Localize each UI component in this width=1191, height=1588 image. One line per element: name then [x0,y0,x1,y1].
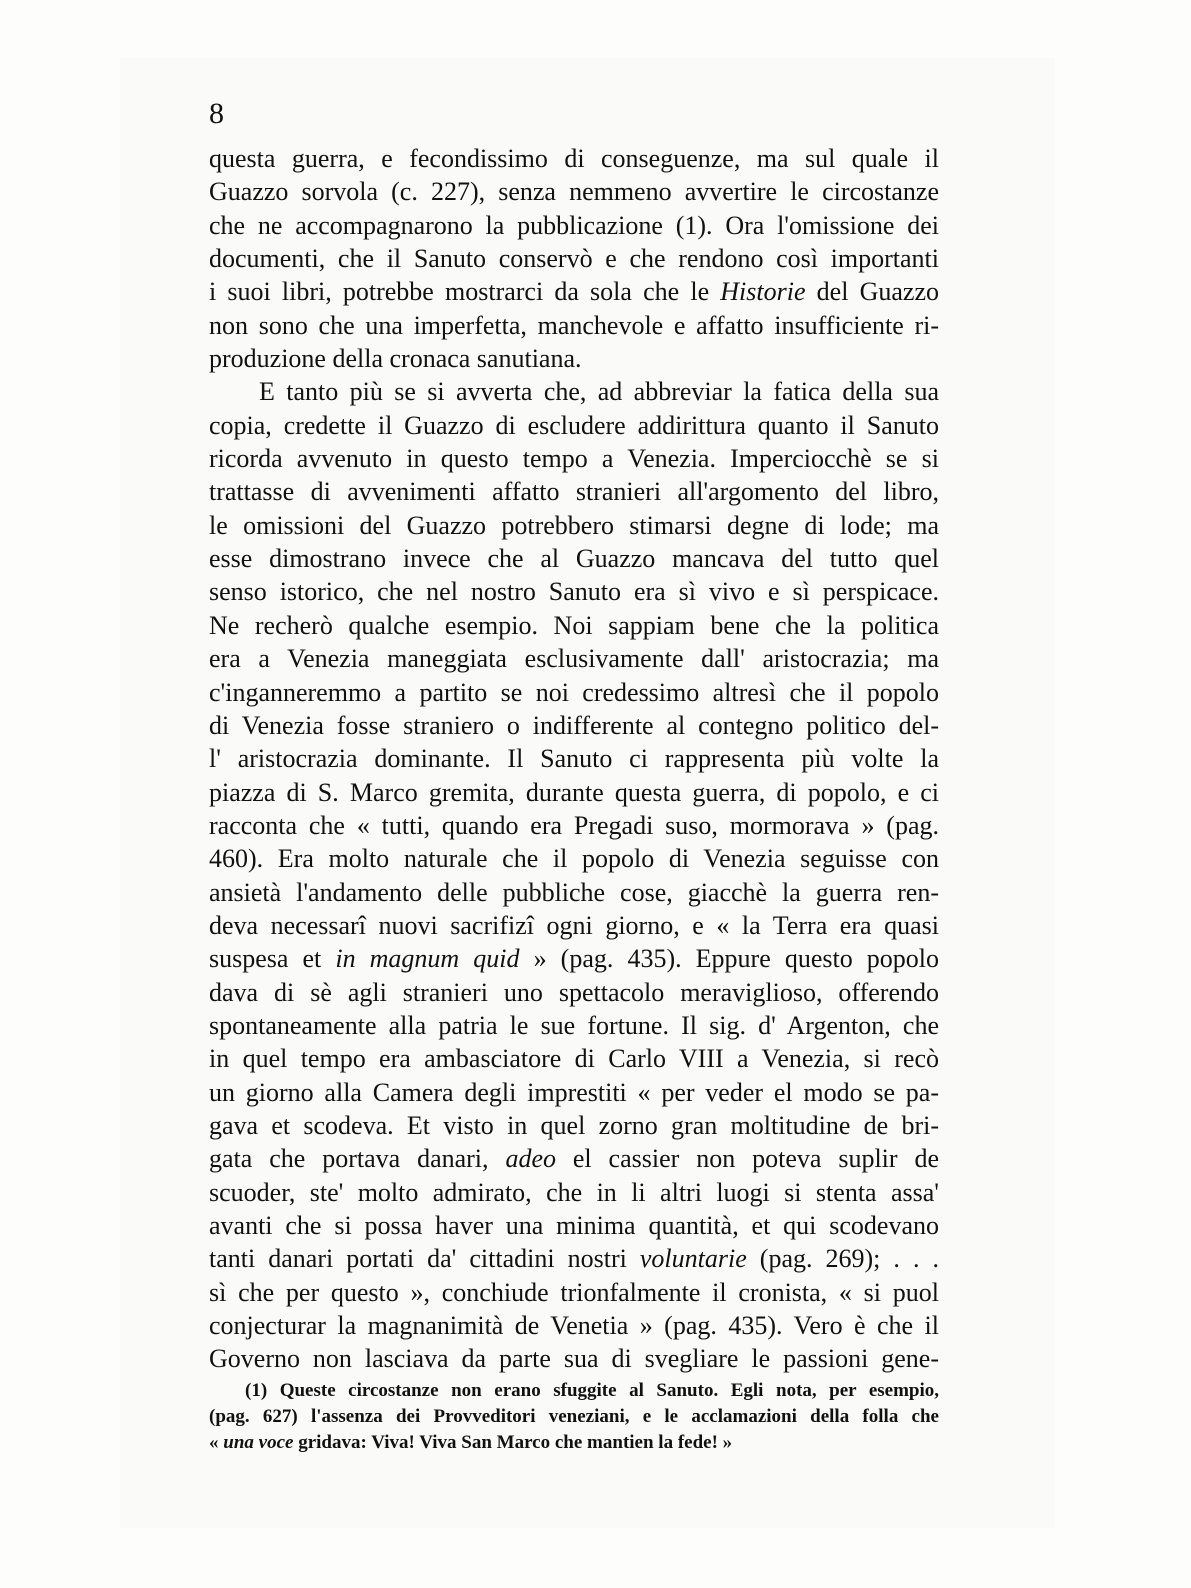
footnotes [209,1378,939,1456]
text-line: un giorno alla Camera degli imprestiti « per veder el modo se pa- [209,1077,939,1107]
text-segment: tanti danari portati da' cittadini nostri [209,1244,640,1274]
text-line: che ne accompagnarono la pubblicazione (1). Ora l'omissione dei [209,210,939,240]
text-line: Ne recherò qualche esempio. Noi sappiam bene che la politica [209,610,939,640]
text-line: dava di sè agli stranieri uno spettacolo meraviglioso, offerendo [209,977,939,1007]
text-line: scuoder, ste' molto admirato, che in li altri luogi si stenta assa' [209,1177,939,1207]
text-line: racconta che « tutti, quando era Pregadi suso, mormorava » (pag. [209,810,939,840]
text-line [209,1242,939,1275]
text-line: documenti, che il Sanuto conservò e che rendono così importanti [209,244,939,274]
text-line: di Venezia fosse straniero o indifferente al contegno politico del- [209,710,939,740]
italic-segment: voluntarie [639,1244,747,1274]
page-number: 8 [209,97,224,130]
text-line: non sono che una imperfetta, manchevole e affatto insufficiente ri- [209,310,939,340]
text-segment: (pag. 269); . . . [746,1244,939,1274]
text-line: Governo non lasciava da parte sua di svegliare le passioni gene- [209,1344,939,1374]
text-line [209,1142,939,1175]
text-segment: » (pag. 435). Eppure questo popolo [519,944,940,974]
footnote-line: (pag. 627) l'assenza dei Provveditori veneziani, e le acclamazioni della folla che [209,1406,939,1427]
text-line: le omissioni del Guazzo potrebbero stimarsi degne di lode; ma [209,510,939,540]
text-line: era a Venezia maneggiata esclusivamente dall' aristocrazia; ma [209,644,939,674]
text-segment: « [209,1432,224,1453]
text-segment: gridava: Viva! Viva San Marco che mantien la fede! » [293,1432,733,1453]
text-line: avanti che si possa haver una minima quantità, et qui scodevano [209,1211,939,1240]
text-line: produzione della cronaca sanutiana. [209,344,582,374]
text-line: sì che per questo », conchiude trionfalmente il cronista, « si puol [209,1277,939,1307]
text-line: questa guerra, e fecondissimo di conseguenze, ma sul quale il [209,144,939,173]
italic-segment: una voce [223,1432,294,1453]
text-line: in quel tempo era ambasciatore di Carlo VIII a Venezia, si recò [209,1044,939,1074]
text-segment: gata che portava danari, [209,1144,506,1174]
text-line: 460). Era molto naturale che il popolo di Venezia seguisse con [209,844,939,874]
text-segment: el cassier non poteva suplir de [555,1144,939,1174]
text-line: senso istorico, che nel nostro Sanuto era sì vivo e sì perspicace. [209,577,939,607]
footnote-line [209,1430,939,1456]
text-line: trattasse di avvenimenti affatto stranieri all'argomento del libro, [209,477,939,507]
text-line [209,942,939,975]
text-line: Guazzo sorvola (c. 227), senza nemmeno avvertire le circostanze [209,177,939,207]
text-segment: i suoi libri, potrebbe mostrarci da sola che le [209,277,721,307]
text-line: deva necessarî nuovi sacrifizî ogni giorno, e « la Terra era quasi [209,910,939,940]
text-line: ricorda avvenuto in questo tempo a Venezia. Imperciocchè se si [209,444,939,474]
text-line: ansietà l'andamento delle pubbliche cose, giacchè la guerra ren- [209,877,939,907]
text-line: gava et scodeva. Et visto in quel zorno gran moltitudine de bri- [209,1110,939,1140]
text-line: spontaneamente alla patria le sue fortune. Il sig. d' Argenton, che [209,1010,939,1040]
text-line: copia, credette il Guazzo di escludere addirittura quanto il Sanuto [209,410,939,440]
text-line: l' aristocrazia dominante. Il Sanuto ci rappresenta più volte la [209,744,939,774]
italic-segment: in magnum quid [335,944,520,974]
text-line: c'inganneremmo a partito se noi credessimo altresì che il popolo [209,677,939,707]
text-line: piazza di S. Marco gremita, durante questa guerra, di popolo, e ci [209,777,939,807]
text-segment: del Guazzo [805,277,939,307]
text-line [209,275,939,308]
text-line: esse dimostrano invece che al Guazzo mancava del tutto quel [209,544,939,574]
text-line: E tanto più se si avverta che, ad abbreviar la fatica della sua [259,377,939,407]
body-text [209,142,939,1376]
italic-segment: Historie [720,277,806,307]
footnote-line: (1) Queste circostanze non erano sfuggite al Sanuto. Egli nota, per esempio, [245,1380,939,1401]
text-line: conjecturar la magnanimità de Venetia » (pag. 435). Vero è che il [209,1311,939,1341]
italic-segment: adeo [505,1144,556,1174]
text-segment: suspesa et [209,944,336,974]
